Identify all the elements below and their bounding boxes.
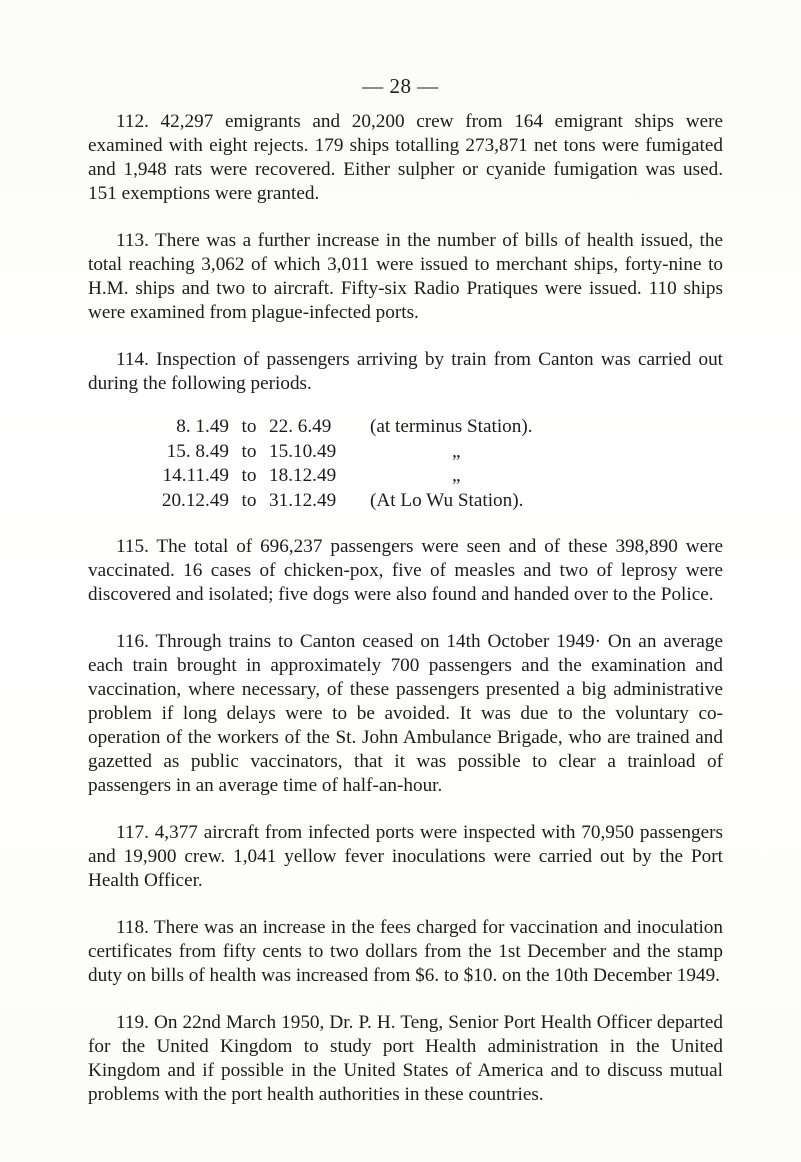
schedule-to-word: to (241, 465, 257, 486)
schedule-to-word: to (241, 440, 257, 462)
ditto-mark: „ (452, 465, 461, 486)
document-body (88, 110, 723, 1130)
schedule-row (156, 464, 723, 489)
paragraph-117: 117. 4,377 aircraft from infected ports were inspected with 70,950 passengers and 19,900 crew. 1,041 yellow fever inoculations were carried out by the Port Health Officer. (88, 822, 723, 891)
paragraph-119: 119. On 22nd March 1950, Dr. P. H. Teng, Senior Port Health Officer departed for the United Kingdom to study port Health administration in the United Kingdom and if possible in the United States of America and to discuss mutual problems with the port health authorities in these countries. (88, 1012, 723, 1105)
ditto-mark: „ (452, 440, 461, 462)
schedule-from-date: 20.12.49 (161, 489, 229, 511)
paragraph-112: 112. 42,297 emigrants and 20,200 crew from 164 emigrant ships were examined with eight rejects. 179 ships totalling 273,871 net tons were fumigated and 1,948 rats were recovered. Either sulpher or cyanide fumigation was used. 151 exemptions were granted. (88, 111, 723, 204)
schedule-location-note: (At Lo Wu Station). (370, 489, 524, 511)
schedule-row (156, 440, 723, 465)
schedule-until-date: 15.10.49 (269, 440, 337, 462)
schedule-to-word: to (241, 416, 257, 437)
paragraph-118: 118. There was an increase in the fees charged for vaccination and inoculation certificates from fifty cents to two dollars from the 1st December and the stamp duty on bills of health was increased from $6. to $10. on the 10th December 1949. (88, 917, 723, 986)
schedule-from-date: 14.11.49 (162, 465, 229, 486)
paragraph-114: 114. Inspection of passengers arriving by train from Canton was carried out during the following periods. (88, 349, 723, 394)
paragraph-113: 113. There was a further increase in the number of bills of health issued, the total reaching 3,062 of which 3,011 were issued to merchant ships, forty-nine to H.M. ships and two to aircraft. Fifty-six Radio Pratiques were issued. 110 ships were examined from plague-infected ports. (88, 230, 723, 323)
paragraph-115: 115. The total of 696,237 passengers were seen and of these 398,890 were vaccinated. 16 cases of chicken-pox, five of measles and two of leprosy were discovered and isolated; five dogs were also found and handed over to the Police. (88, 536, 723, 605)
paragraph-116: 116. Through trains to Canton ceased on 14th October 1949· On an average each train brought in approximately 700 passengers and the examination and vaccination, where necessary, of these passengers presented a big administrative problem if long delays were to be avoided. It was due to the voluntary co-operation of the workers of the St. John Ambulance Brigade, who are trained and gazetted as public vaccinators, that it was possible to clear a trainload of passengers in an average time of half-an-hour. (88, 631, 723, 796)
schedule-to-word: to (241, 489, 257, 511)
schedule-until-date: 18.12.49 (269, 465, 337, 486)
page-number: — 28 — (362, 74, 439, 98)
schedule-from-date: 8. 1.49 (176, 416, 229, 437)
schedule-row (156, 415, 723, 440)
schedule-until-date: 22. 6.49 (269, 416, 332, 437)
schedule-location-note: (at terminus Station). (370, 416, 533, 437)
schedule-from-date: 15. 8.49 (166, 440, 229, 462)
schedule-row (156, 489, 723, 514)
schedule-until-date: 31.12.49 (269, 489, 337, 511)
inspection-schedule (88, 415, 723, 513)
